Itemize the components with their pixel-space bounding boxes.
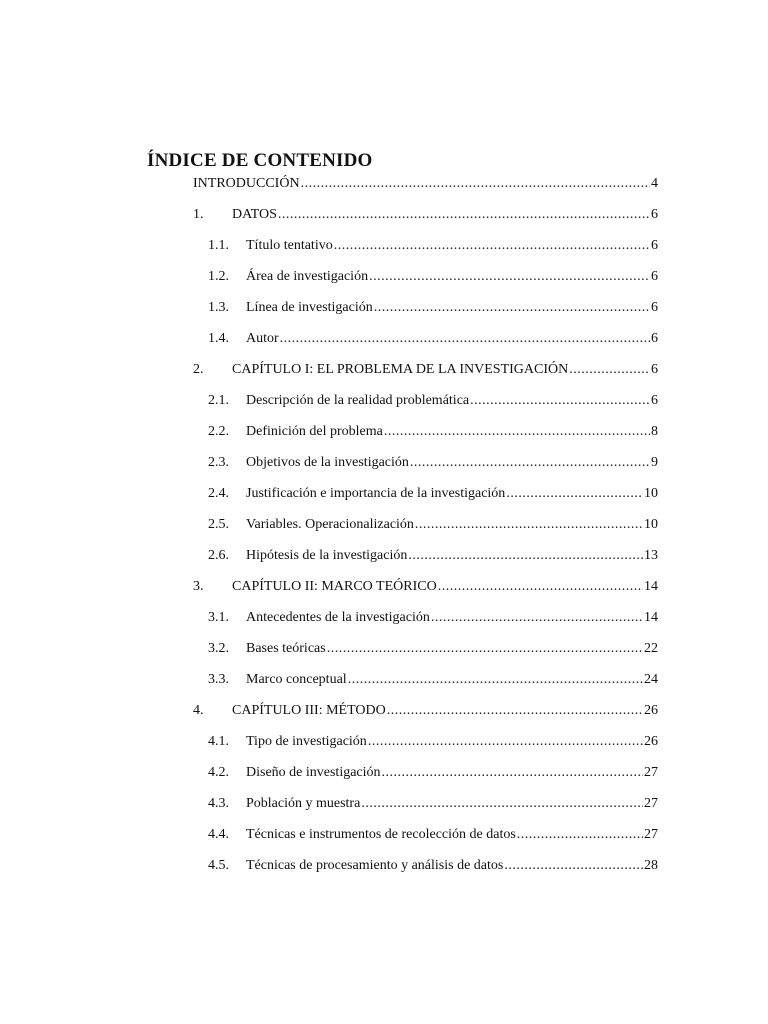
dot-leader: [334, 234, 650, 258]
toc-entry-page-number: 10: [644, 517, 658, 532]
toc-entry-label: CAPÍTULO III: MÉTODO: [232, 703, 386, 718]
dot-leader: [387, 699, 643, 723]
toc-entry-line: [232, 203, 658, 227]
toc-entry[interactable]: [0, 792, 768, 823]
toc-entry-page-number: 26: [644, 703, 658, 718]
toc-entry[interactable]: [0, 823, 768, 854]
toc-entry-number: 3.1.: [208, 610, 229, 625]
toc-entry-page-number: 8: [651, 424, 658, 439]
toc-entry-page-number: 6: [651, 238, 658, 253]
toc-entry-label: Definición del problema: [246, 424, 383, 439]
dot-leader: [569, 358, 650, 382]
dot-leader: [280, 327, 650, 351]
toc-entry-label: Autor: [246, 331, 279, 346]
toc-entry-label: Objetivos de la investigación: [246, 455, 409, 470]
toc-entry-line: [232, 358, 658, 382]
toc-entry-number: 4.5.: [208, 858, 229, 873]
toc-entry[interactable]: [0, 637, 768, 668]
dot-leader: [384, 420, 650, 444]
toc-entry-line: [246, 823, 658, 847]
toc-entry-label: Tipo de investigación: [246, 734, 367, 749]
toc-entry-page-number: 4: [651, 176, 658, 191]
toc-entry-page-number: 22: [644, 641, 658, 656]
toc-entry[interactable]: [0, 296, 768, 327]
page-title: ÍNDICE DE CONTENIDO: [147, 150, 373, 171]
toc-entry-label: Marco conceptual: [246, 672, 347, 687]
toc-entry[interactable]: [0, 203, 768, 234]
toc-entry-number: 1.2.: [208, 269, 229, 284]
toc-entry-label: Técnicas de procesamiento y análisis de datos: [246, 858, 504, 873]
dot-leader: [408, 544, 643, 568]
toc-entry-page-number: 6: [651, 331, 658, 346]
toc-entry-number: 2.1.: [208, 393, 229, 408]
toc-entry-line: [246, 513, 658, 537]
toc-entry-label: Técnicas e instrumentos de recolección de datos: [246, 827, 516, 842]
dot-leader: [470, 389, 650, 413]
toc-entry-page-number: 13: [644, 548, 658, 563]
toc-entry[interactable]: [0, 544, 768, 575]
table-of-contents: [0, 172, 768, 885]
dot-leader: [410, 451, 650, 475]
dot-leader: [369, 265, 650, 289]
toc-entry-number: 4.1.: [208, 734, 229, 749]
toc-entry[interactable]: [0, 265, 768, 296]
toc-entry[interactable]: [0, 606, 768, 637]
toc-entry-label: Variables. Operacionalización: [246, 517, 414, 532]
toc-entry-line: [246, 544, 658, 568]
toc-entry-page-number: 27: [644, 827, 658, 842]
toc-entry-number: 3.2.: [208, 641, 229, 656]
dot-leader: [382, 761, 643, 785]
toc-entry[interactable]: [0, 668, 768, 699]
toc-entry-label: Bases teóricas: [246, 641, 326, 656]
toc-entry-page-number: 6: [651, 207, 658, 222]
toc-entry-line: [232, 699, 658, 723]
toc-entry[interactable]: [0, 172, 768, 203]
toc-entry[interactable]: [0, 761, 768, 792]
toc-entry-label: Hipótesis de la investigación: [246, 548, 408, 563]
toc-entry[interactable]: [0, 699, 768, 730]
toc-entry-label: CAPÍTULO I: EL PROBLEMA DE LA INVESTIGACIÓN: [232, 362, 569, 377]
toc-entry[interactable]: [0, 327, 768, 358]
dot-leader: [504, 854, 643, 878]
toc-entry-label: Población y muestra: [246, 796, 361, 811]
toc-entry-number: 1.4.: [208, 331, 229, 346]
toc-entry-number: 4.3.: [208, 796, 229, 811]
toc-entry-label: INTRODUCCIÓN: [193, 176, 300, 191]
toc-entry-label: Título tentativo: [246, 238, 333, 253]
toc-entry-line: [246, 606, 658, 630]
toc-entry[interactable]: [0, 358, 768, 389]
toc-entry-number: 2.3.: [208, 455, 229, 470]
toc-entry-number: 2.6.: [208, 548, 229, 563]
toc-entry-page-number: 14: [644, 579, 658, 594]
toc-entry[interactable]: [0, 389, 768, 420]
dot-leader: [431, 606, 643, 630]
toc-entry[interactable]: [0, 575, 768, 606]
toc-entry-number: 2.5.: [208, 517, 229, 532]
toc-entry-line: [246, 761, 658, 785]
toc-entry-number: 2.4.: [208, 486, 229, 501]
toc-entry-number: 2.: [193, 362, 204, 377]
toc-entry-line: [246, 234, 658, 258]
toc-entry-label: Línea de investigación: [246, 300, 373, 315]
toc-entry-line: [246, 730, 658, 754]
dot-leader: [415, 513, 643, 537]
toc-entry-page-number: 6: [651, 362, 658, 377]
toc-entry-line: [246, 265, 658, 289]
dot-leader: [368, 730, 643, 754]
toc-entry-page-number: 6: [651, 393, 658, 408]
toc-entry-number: 1.: [193, 207, 204, 222]
toc-entry-line: [246, 854, 658, 878]
toc-entry-line: [246, 451, 658, 475]
dot-leader: [374, 296, 650, 320]
dot-leader: [361, 792, 643, 816]
toc-entry-label: Antecedentes de la investigación: [246, 610, 430, 625]
toc-entry-page-number: 26: [644, 734, 658, 749]
toc-entry-label: Diseño de investigación: [246, 765, 381, 780]
toc-entry-number: 2.2.: [208, 424, 229, 439]
dot-leader: [348, 668, 643, 692]
toc-entry[interactable]: [0, 451, 768, 482]
toc-entry-label: DATOS: [232, 207, 277, 222]
toc-entry-number: 1.3.: [208, 300, 229, 315]
toc-entry-label: Área de investigación: [246, 269, 369, 284]
toc-entry-number: 3.: [193, 579, 204, 594]
toc-entry-line: [246, 668, 658, 692]
toc-entry[interactable]: [0, 234, 768, 265]
toc-entry-page-number: 24: [644, 672, 658, 687]
dot-leader: [517, 823, 643, 847]
toc-entry-line: [246, 296, 658, 320]
toc-entry[interactable]: [0, 854, 768, 885]
dot-leader: [506, 482, 643, 506]
toc-entry-label: Descripción de la realidad problemática: [246, 393, 470, 408]
dot-leader: [438, 575, 643, 599]
toc-entry-line: [193, 172, 658, 196]
toc-entry-line: [246, 637, 658, 661]
dot-leader: [327, 637, 643, 661]
toc-entry-line: [246, 482, 658, 506]
toc-entry-number: 4.: [193, 703, 204, 718]
toc-entry-number: 3.3.: [208, 672, 229, 687]
toc-entry-line: [246, 389, 658, 413]
toc-entry[interactable]: [0, 420, 768, 451]
toc-entry-page-number: 27: [644, 796, 658, 811]
toc-entry-page-number: 27: [644, 765, 658, 780]
toc-entry-line: [246, 420, 658, 444]
toc-entry-label: Justificación e importancia de la investigación: [246, 486, 506, 501]
toc-entry-line: [246, 327, 658, 351]
toc-entry-number: 4.2.: [208, 765, 229, 780]
toc-entry[interactable]: [0, 513, 768, 544]
toc-entry-line: [246, 792, 658, 816]
toc-entry-page-number: 9: [651, 455, 658, 470]
toc-entry-page-number: 28: [644, 858, 658, 873]
toc-entry-page-number: 6: [651, 269, 658, 284]
toc-entry-page-number: 10: [644, 486, 658, 501]
toc-entry-number: 1.1.: [208, 238, 229, 253]
toc-entry-label: CAPÍTULO II: MARCO TEÓRICO: [232, 579, 437, 594]
toc-entry-line: [232, 575, 658, 599]
toc-entry-page-number: 14: [644, 610, 658, 625]
dot-leader: [301, 172, 650, 196]
toc-entry[interactable]: [0, 482, 768, 513]
toc-entry[interactable]: [0, 730, 768, 761]
dot-leader: [278, 203, 650, 227]
toc-entry-page-number: 6: [651, 300, 658, 315]
toc-entry-number: 4.4.: [208, 827, 229, 842]
